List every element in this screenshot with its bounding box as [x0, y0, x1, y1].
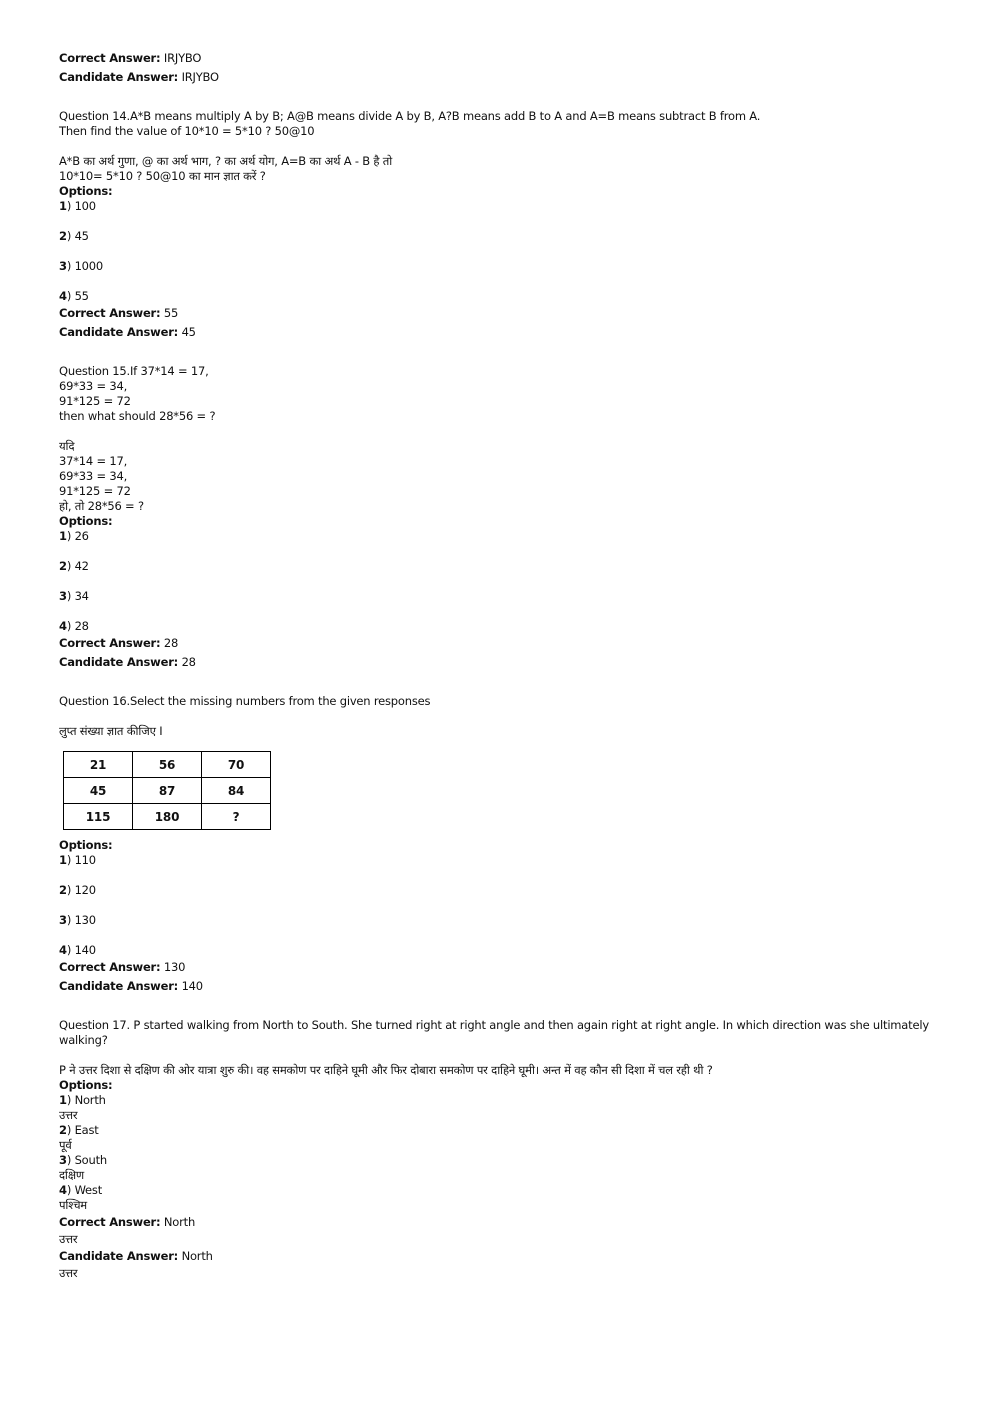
option-text-hindi: पूर्व — [59, 1138, 72, 1152]
candidate-answer-value: 28 — [181, 655, 196, 669]
option-text-hindi: पश्चिम — [59, 1198, 87, 1212]
option-number: 4 — [59, 943, 67, 957]
question-text-hindi: 69*33 = 34, — [59, 469, 128, 483]
option-number: 2 — [59, 883, 67, 897]
spacer — [59, 342, 979, 364]
option-3: 3) 34 — [59, 589, 89, 603]
option-1: 1) 110 — [59, 853, 96, 867]
correct-answer-label: Correct Answer: — [59, 960, 161, 974]
candidate-answer-label: Candidate Answer: — [59, 979, 179, 993]
question-text: 69*33 = 34, — [59, 379, 128, 393]
question-block — [59, 672, 979, 996]
candidate-answer — [59, 323, 979, 342]
answer-sheet — [59, 49, 979, 1281]
option-number: 3 — [59, 1153, 67, 1167]
option-1: 1) North — [59, 1093, 106, 1107]
option-3: 3) 130 — [59, 913, 96, 927]
question-text: Then find the value of 10*10 = 5*10 ? 50@10 — [59, 124, 315, 138]
option-text: 140 — [74, 943, 96, 957]
grid-cell: 45 — [64, 778, 133, 804]
candidate-answer-label: Candidate Answer: — [59, 655, 179, 669]
grid-cell: ? — [202, 804, 271, 830]
candidate-answer — [59, 653, 979, 672]
correct-answer — [59, 958, 979, 977]
option-text: 26 — [74, 529, 89, 543]
question-text-hindi: P ने उत्तर दिशा से दक्षिण की ओर यात्रा शुरु की। वह समकोण पर दाहिने घूमी और फिर दोबारा समकोण पर दाहिने घूमी। अन्त में वह कौन सी दिशा में चल रही थी ? — [59, 1063, 713, 1077]
option-1: 1) 100 — [59, 199, 96, 213]
option-2: 2) 120 — [59, 883, 96, 897]
correct-answer-value: North — [163, 1215, 196, 1229]
question-block — [59, 996, 979, 1281]
question-text: Question 16.Select the missing numbers from the given responses — [59, 694, 431, 708]
spacer — [59, 87, 979, 109]
option-text: 130 — [74, 913, 96, 927]
candidate-answer-label: Candidate Answer: — [59, 325, 179, 339]
option-text: 100 — [74, 199, 96, 213]
option-text: 45 — [74, 229, 89, 243]
grid-cell: 180 — [133, 804, 202, 830]
correct-answer-value: 55 — [163, 306, 179, 320]
options-label — [59, 838, 979, 853]
option-4: 4) West — [59, 1183, 103, 1197]
question-text: Question 14.A*B means multiply A by B; A@B means divide A by B, A?B means add B to A and A=B means subtract B from A. — [59, 109, 761, 123]
option-text: East — [74, 1123, 99, 1137]
correct-answer-label: Correct Answer: — [59, 306, 161, 320]
correct-answer — [59, 304, 979, 323]
spacer — [59, 424, 979, 439]
correct-answer — [59, 634, 979, 653]
candidate-answer-label: Candidate Answer: — [59, 1249, 179, 1263]
question-text-hindi: हो, तो 28*56 = ? — [59, 499, 144, 513]
number-grid — [63, 751, 271, 830]
option-number: 3 — [59, 913, 67, 927]
option-text: 34 — [74, 589, 89, 603]
options-label: Options: — [59, 1078, 113, 1092]
grid-cell: 70 — [202, 752, 271, 778]
option-text: 55 — [74, 289, 89, 303]
spacer — [59, 672, 979, 694]
option-2: 2) 42 — [59, 559, 89, 573]
option-number: 1 — [59, 529, 67, 543]
candidate-answer — [59, 1247, 979, 1266]
question-text-hindi: 37*14 = 17, — [59, 454, 128, 468]
spacer — [59, 139, 979, 154]
option-text: 120 — [74, 883, 96, 897]
option-text: 28 — [74, 619, 89, 633]
option-text: 110 — [74, 853, 96, 867]
option-4: 4) 28 — [59, 619, 89, 633]
options-label — [59, 1078, 979, 1093]
correct-answer — [59, 1213, 979, 1232]
question-text-hindi: 10*10= 5*10 ? 50@10 का मान ज्ञात करें ? — [59, 169, 266, 183]
correct-answer-value: 28 — [163, 636, 179, 650]
candidate-answer-value: 140 — [181, 979, 203, 993]
options-label — [59, 514, 979, 529]
option-1: 1) 26 — [59, 529, 89, 543]
option-4: 4) 55 — [59, 289, 89, 303]
option-number: 1 — [59, 1093, 67, 1107]
option-number: 2 — [59, 1123, 67, 1137]
question-block — [59, 342, 979, 672]
correct-answer-hindi: उत्तर — [59, 1232, 78, 1246]
option-text-hindi: दक्षिण — [59, 1168, 85, 1182]
grid-cell: 84 — [202, 778, 271, 804]
option-number: 1 — [59, 199, 67, 213]
option-number: 3 — [59, 589, 67, 603]
grid-cell: 115 — [64, 804, 133, 830]
spacer — [59, 709, 979, 724]
prev-correct-answer: Correct Answer: IRJYBO — [59, 51, 202, 65]
correct-answer-label: Correct Answer: — [59, 636, 161, 650]
spacer — [59, 996, 979, 1018]
correct-answer-value: 130 — [163, 960, 186, 974]
question-text: then what should 28*56 = ? — [59, 409, 216, 423]
option-number: 4 — [59, 619, 67, 633]
option-number: 2 — [59, 559, 67, 573]
options-label — [59, 184, 979, 199]
option-3: 3) 1000 — [59, 259, 104, 273]
option-number: 3 — [59, 259, 67, 273]
question-text-hindi: 91*125 = 72 — [59, 484, 131, 498]
option-number: 1 — [59, 853, 67, 867]
question-text-hindi: लुप्त संख्या ज्ञात कीजिए I — [59, 724, 163, 738]
question-block — [59, 87, 979, 342]
grid-row — [64, 752, 271, 778]
question-text: Question 15.If 37*14 = 17, — [59, 364, 209, 378]
prev-candidate-answer: Candidate Answer: IRJYBO — [59, 70, 219, 84]
grid-cell: 21 — [64, 752, 133, 778]
option-2: 2) East — [59, 1123, 99, 1137]
question-text: 91*125 = 72 — [59, 394, 131, 408]
option-number: 4 — [59, 289, 67, 303]
question-text-hindi: A*B का अर्थ गुणा, @ का अर्थ भाग, ? का अर्थ योग, A=B का अर्थ A - B है तो — [59, 154, 393, 168]
grid-row — [64, 804, 271, 830]
option-3: 3) South — [59, 1153, 107, 1167]
option-text: 1000 — [74, 259, 104, 273]
option-2: 2) 45 — [59, 229, 89, 243]
spacer — [59, 1048, 979, 1063]
options-label: Options: — [59, 514, 113, 528]
options-label: Options: — [59, 184, 113, 198]
candidate-answer-value: North — [181, 1249, 213, 1263]
grid-row — [64, 778, 271, 804]
option-text: 42 — [74, 559, 89, 573]
option-number: 4 — [59, 1183, 67, 1197]
question-text: Question 17. P started walking from North to South. She turned right at right angle and then again right at right angle. In which direction was she ultimately walking? — [59, 1018, 933, 1047]
candidate-answer-hindi: उत्तर — [59, 1266, 78, 1280]
grid-cell: 87 — [133, 778, 202, 804]
option-text: South — [74, 1153, 107, 1167]
grid-cell: 56 — [133, 752, 202, 778]
option-text-hindi: उत्तर — [59, 1108, 78, 1122]
option-number: 2 — [59, 229, 67, 243]
candidate-answer — [59, 977, 979, 996]
option-text: West — [74, 1183, 103, 1197]
correct-answer-label: Correct Answer: — [59, 1215, 161, 1229]
option-text: North — [74, 1093, 106, 1107]
option-4: 4) 140 — [59, 943, 96, 957]
candidate-answer-value: 45 — [181, 325, 196, 339]
question-text-hindi: यदि — [59, 439, 75, 453]
options-label: Options: — [59, 838, 113, 852]
